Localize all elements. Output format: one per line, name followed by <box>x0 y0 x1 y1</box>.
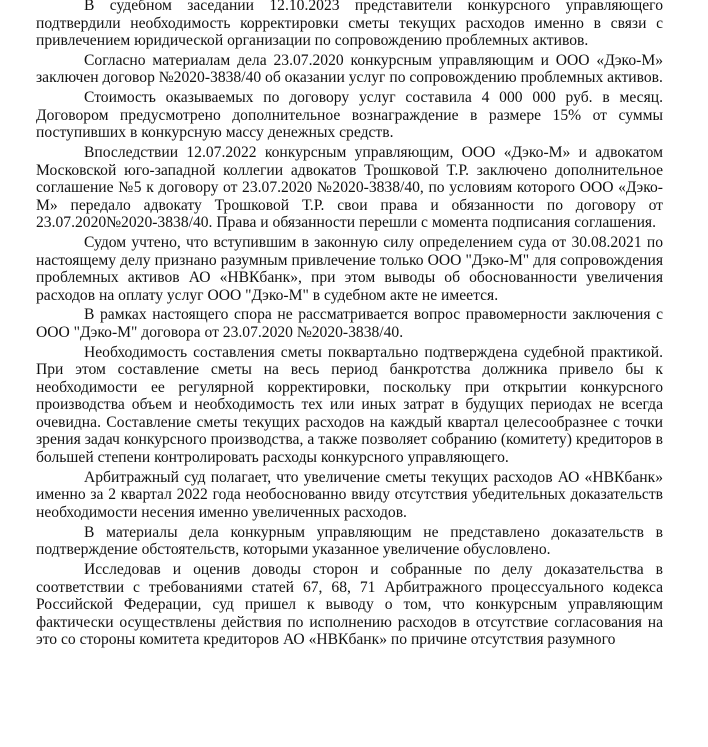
paragraph-court-ruling: Судом учтено, что вступившим в законную силу определением суда от 30.08.2021 по настоящему делу признано разумным привлечение только ООО "Дэко-М" для сопровождения проблемных активов АО «НВКбанк», при этом выводы об обоснованности увеличения расходов на оплату услуг ООО "Дэко-М" в судебном акте не имеется. <box>36 234 663 304</box>
paragraph-supplementary-agreement: Впоследствии 12.07.2022 конкурсным управляющим, ООО «Дэко-М» и адвокатом Московской юго-западной коллегии адвокатов Трошковой Т.Р. заключено дополнительное соглашение №5 к договору от 23.07.2020 №2020-3838/40, по условиям которого ООО «Дэко-М» передало адвокату Трошковой Т.Р. свои права и обязанности по договору от 23.07.2020№2020-3838/40. Права и обязанности перешли с момента подписания соглашения. <box>36 144 663 232</box>
paragraph-dispute-scope: В рамках настоящего спора не рассматривается вопрос правомерности заключения с ООО "Дэко-М" договора от 23.07.2020 №2020-3838/40. <box>36 306 663 341</box>
paragraph-quarterly-estimate: Необходимость составления сметы поквартально подтверждена судебной практикой. При этом составление сметы на весь период банкротства должника привело бы к необходимости ее регулярной корректировки, поскольку при открытии конкурсного производства объем и необходимость тех или иных затрат в будущих периодах не всегда очевидна. Составление сметы текущих расходов на каждый квартал целесообразнее с точки зрения задач конкурсного производства, а также позволяет собранию (комитету) кредиторов в большей степени контролировать расходы конкурсного управляющего. <box>36 343 663 466</box>
paragraph-no-evidence: В материалы дела конкурным управляющим не представлено доказательств в подтверждение обстоятельств, которыми указанное увеличение обусловлено. <box>36 523 663 559</box>
paragraph-hearing: В судебном заседании 12.10.2023 представители конкурсного управляющего подтвердили необходимость корректировки сметы текущих расходов именно в связи с привлечением юридической организации по сопровождению проблемных активов. <box>36 0 663 49</box>
paragraph-court-opinion: Арбитражный суд полагает, что увеличение сметы текущих расходов АО «НВКбанк» именно за 2 квартал 2022 года необоснованно ввиду отсутствия убедительных доказательств необходимости несения именно увеличенных расходов. <box>36 468 663 521</box>
paragraph-contract: Согласно материалам дела 23.07.2020 конкурсным управляющим и ООО «Дэко-М» заключен договор №2020-3838/40 об оказании услуг по сопровождению проблемных активов. <box>36 51 663 87</box>
paragraph-conclusion: Исследовав и оценив доводы сторон и собранные по делу доказательства в соответствии с требованиями статей 67, 68, 71 Арбитражного процессуального кодекса Российской Федерации, суд пришел к выводу о том, что конкурсным управляющим фактически осуществлены действия по исполнению расходов в отсутствие согласования на это со стороны комитета кредиторов АО «НВКбанк» по причине отсутствия разумного <box>36 561 663 649</box>
paragraph-cost: Стоимость оказываемых по договору услуг составила 4 000 000 руб. в месяц. Договором предусмотрено дополнительное вознаграждение в размере 15% от суммы поступивших в конкурсную массу денежных средств. <box>36 89 663 142</box>
document-page <box>36 0 663 651</box>
